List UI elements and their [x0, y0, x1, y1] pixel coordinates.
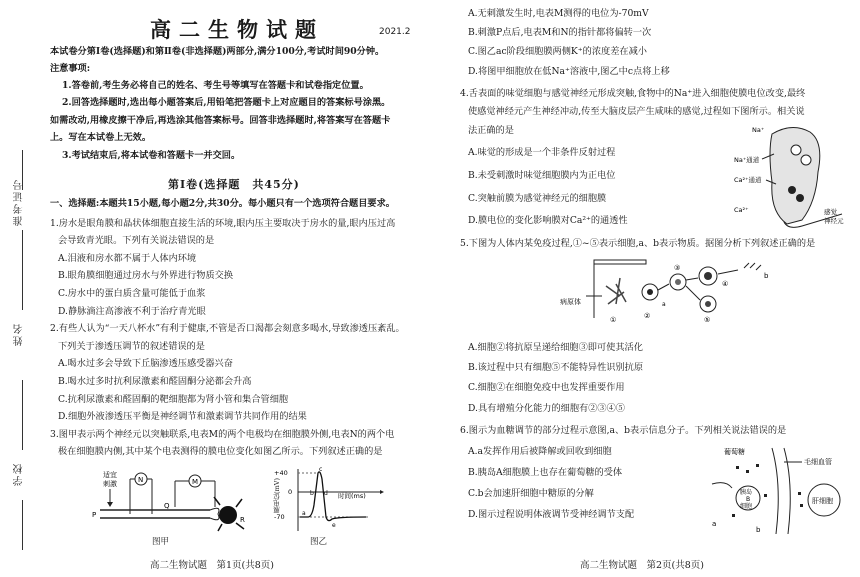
q2-stem-1: 2.有些人认为“一天八杯水”有利于健康,不管是否口渴都会刻意多喝水,导致渗透压紊乱。: [50, 323, 405, 334]
notice-2-cont: 如需改动,用橡皮擦干净后,再选涂其他答案标号。回答非选择题时,将答案写在答题卡: [50, 115, 391, 126]
q1-option-b: B.眼角膜细胞通过房水与外界进行物质交换: [58, 270, 234, 281]
q4-option-d: D.膜电位的变化影响膜对Ca²⁺的通透性: [468, 215, 628, 226]
q4-option-a: A.味觉的形成是一个非条件反射过程: [468, 147, 616, 158]
svg-text:a: a: [712, 520, 717, 528]
svg-text:+40: +40: [274, 469, 288, 477]
exam-date: 2021.2: [379, 27, 411, 37]
q3-stem-1: 3.图甲表示两个神经元以突触联系,电表M的两个电极均在细胞膜外侧,电表N的两个电: [50, 429, 395, 440]
q3-option-a: A.无刺激发生时,电表M测得的电位为-70mV: [468, 8, 649, 19]
figure-b-caption: 图乙: [310, 537, 328, 547]
q3-option-d: D.将图甲细胞放在低Na⁺溶液中,图乙中c点将上移: [468, 66, 670, 77]
q2-option-d: D.细胞外液渗透压平衡是神经调节和激素调节共同作用的结果: [58, 411, 307, 422]
q6-option-a: A.a发挥作用后被降解或回收到细胞: [468, 446, 612, 457]
svg-text:a: a: [662, 301, 666, 308]
figure-taste-cell: [732, 122, 856, 232]
svg-text:①: ①: [610, 316, 617, 324]
exam-title: 高二生物试题: [150, 17, 324, 42]
page-2-footer: 高二生物试题 第2页(共8页): [580, 560, 705, 571]
svg-text:M: M: [192, 478, 199, 486]
notice-2-end: 上。写在本试卷上无效。: [50, 132, 152, 143]
figure-glucose-regulation: [702, 444, 856, 538]
svg-text:刺激: 刺激: [103, 480, 117, 488]
svg-text:N: N: [138, 476, 144, 484]
q2-option-b: B.喝水过多时抗利尿激素和醛固酮分泌都会升高: [58, 376, 252, 387]
q6-stem: 6.图示为血糖调节的部分过程示意图,a、b表示信息分子。下列相关说法错误的是: [460, 425, 787, 436]
q3-option-c: C.图乙ac阶段细胞膜两侧K⁺的浓度差在减小: [468, 46, 647, 57]
figure-b-ylabel: 膜电位(mV): [273, 478, 281, 514]
svg-text:Na⁺通道: Na⁺通道: [734, 156, 760, 164]
svg-text:b: b: [764, 272, 769, 280]
q5-option-b: B.该过程中只有细胞⑤不能特异性识别抗原: [468, 362, 644, 373]
figure-a-caption: 图甲: [152, 537, 170, 547]
svg-text:③: ③: [674, 264, 681, 272]
q1-stem-2: 会导致青光眼。下列有关说法错误的是: [58, 235, 215, 246]
q5-option-c: C.细胞②在细胞免疫中也发挥重要作用: [468, 382, 625, 393]
q2-option-c: C.抗利尿激素和醛固酮的靶细胞都为肾小管和集合管细胞: [58, 394, 289, 405]
page-2: [430, 0, 860, 577]
svg-text:毛细血管: 毛细血管: [804, 458, 832, 466]
q5-option-a: A.细胞②将抗原呈递给细胞③即可使其活化: [468, 342, 643, 353]
figure-b-potential-graph: [268, 465, 388, 533]
svg-text:Q: Q: [164, 502, 170, 510]
q1-stem-1: 1.房水是眼角膜和晶状体细胞直接生活的环境,眼内压主要取决于房水的量,眼内压过高: [50, 218, 396, 229]
svg-text:Ca²⁺: Ca²⁺: [734, 206, 749, 214]
name-label: 姓名: [14, 322, 25, 346]
binding-gutter: [0, 0, 36, 577]
svg-text:④: ④: [722, 280, 729, 288]
q4-option-b: B.未受刺激时味觉细胞膜内为正电位: [468, 170, 616, 181]
q2-option-a: A.喝水过多会导致下丘脑渗透压感受器兴奋: [58, 358, 233, 369]
svg-text:P: P: [92, 511, 97, 519]
svg-text:神经元: 神经元: [824, 217, 844, 225]
q6-option-d: D.图示过程说明体液调节受神经调节支配: [468, 509, 635, 520]
q6-option-b: B.胰岛A细胞膜上也存在葡萄糖的受体: [468, 467, 623, 478]
notice-title: 注意事项:: [50, 63, 91, 74]
svg-text:0: 0: [288, 488, 293, 496]
svg-text:b: b: [310, 490, 314, 497]
svg-text:c: c: [319, 466, 323, 473]
q1-option-d: D.静脉滴注高渗液不利于治疗青光眼: [58, 306, 206, 317]
svg-text:a: a: [302, 510, 306, 517]
exam-intro: 本试卷分第Ⅰ卷(选择题)和第Ⅱ卷(非选择题)两部分,满分100分,考试时间90分钟。: [50, 46, 385, 57]
q6-option-c: C.b会加速肝细胞中糖原的分解: [468, 488, 594, 499]
svg-text:②: ②: [644, 312, 651, 320]
svg-text:e: e: [332, 522, 336, 529]
svg-text:肝细胞: 肝细胞: [812, 497, 833, 505]
figure-a-neurons: [90, 465, 250, 533]
svg-text:R: R: [240, 516, 245, 524]
svg-text:病原体: 病原体: [560, 298, 581, 306]
q4-option-c: C.突触前膜为感觉神经元的细胞膜: [468, 193, 607, 204]
svg-text:感觉: 感觉: [824, 208, 837, 216]
page-1-footer: 高二生物试题 第1页(共8页): [150, 560, 275, 571]
svg-text:适宜: 适宜: [103, 471, 117, 479]
svg-text:时间(ms): 时间(ms): [338, 492, 366, 500]
q2-stem-2: 下列关于渗透压调节的叙述错误的是: [58, 341, 205, 352]
q1-option-c: C.房水中的蛋白质含量可能低于血浆: [58, 288, 206, 299]
q5-stem: 5.下图为人体内某免疫过程,①~⑤表示细胞,a、b表示物质。据图分析下列叙述正确的是: [460, 238, 816, 249]
svg-text:-70: -70: [274, 513, 285, 521]
notice-2: 2.回答选择题时,选出每小题答案后,用铅笔把答题卡上对应题目的答案标号涂黑。: [62, 97, 391, 108]
ticket-number-label: 准考证号: [14, 178, 25, 226]
svg-text:葡萄糖: 葡萄糖: [724, 448, 745, 456]
svg-text:d: d: [324, 490, 328, 497]
svg-text:Ca²⁺通道: Ca²⁺通道: [734, 176, 762, 184]
svg-text:B: B: [746, 496, 751, 503]
section-heading: 第Ⅰ卷(选择题 共45分): [168, 178, 300, 191]
q4-stem-3: 法正确的是: [468, 125, 514, 136]
q4-stem-2: 使感觉神经元产生神经冲动,传至大脑皮层产生咸味的感觉,过程如下图所示。相关说: [468, 106, 805, 117]
q3-option-b: B.刺激P点后,电表M和N的指针都将偏转一次: [468, 27, 652, 38]
svg-text:胰岛: 胰岛: [740, 489, 753, 496]
choice-instructions: 一、选择题:本题共15小题,每小题2分,共30分。每小题只有一个选项符合题目要求。: [50, 198, 395, 209]
q3-stem-2: 极在细胞膜内侧,其中某个电表测得的膜电位变化如图乙所示。下列叙述正确的是: [58, 446, 383, 457]
school-label: 学校: [14, 462, 25, 486]
svg-text:细胞: 细胞: [740, 503, 753, 510]
svg-text:Na⁺: Na⁺: [752, 126, 765, 134]
notice-3: 3.考试结束后,将本试卷和答题卡一并交回。: [62, 150, 241, 161]
q1-option-a: A.泪液和房水都不属于人体内环境: [58, 253, 197, 264]
notice-1: 1.答卷前,考生务必将自己的姓名、考生号等填写在答题卡和试卷指定位置。: [62, 80, 369, 91]
svg-text:⑤: ⑤: [704, 316, 711, 324]
q4-stem-1: 4.舌表面的味觉细胞与感觉神经元形成突触,食物中的Na⁺进入细胞使膜电位改变,最终: [460, 88, 806, 99]
q5-option-d: D.具有增殖分化能力的细胞有②③④⑤: [468, 403, 625, 414]
figure-immune-process: [558, 256, 788, 332]
svg-text:b: b: [756, 526, 761, 534]
